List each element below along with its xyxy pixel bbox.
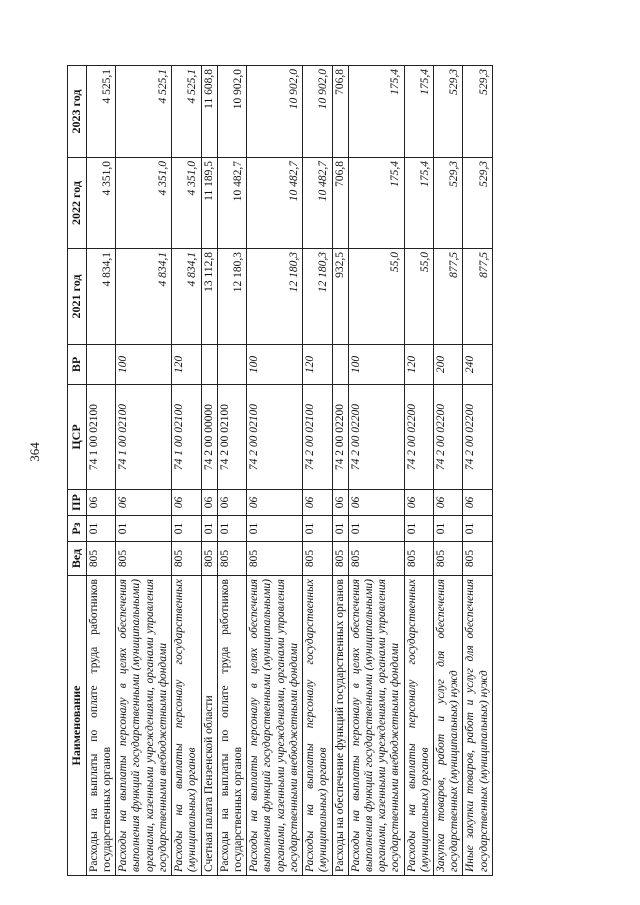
header-pr: ПР [68,490,87,516]
row-2022: 175,4 [348,158,404,249]
row-vr: 100 [247,345,303,385]
row-2022: 4 351,0 [86,158,115,249]
row-ved: 805 [116,542,172,576]
table-header-row [68,66,87,876]
table-row [172,66,201,876]
table-row [332,66,348,876]
row-2021: 4 834,1 [86,249,115,345]
row-name: Расходы на выплаты персоналу государственных (муниципальных) органов [404,576,433,876]
row-2022: 4 351,0 [116,158,172,249]
row-pr: 06 [332,490,348,516]
row-2023: 529,3 [434,66,463,158]
row-ved: 805 [348,542,404,576]
table-row [201,66,217,876]
row-ved: 805 [434,542,463,576]
table-row [217,66,246,876]
row-vr: 100 [348,345,404,385]
row-2023: 10 902,0 [247,66,303,158]
table-row [247,66,303,876]
row-ved: 805 [201,542,217,576]
row-ved: 805 [463,542,492,576]
header-ved: Вед [68,542,87,576]
table-row [404,66,433,876]
row-pr: 06 [303,490,332,516]
row-2023: 4 525,1 [116,66,172,158]
row-csr: 74 1 00 02100 [172,385,201,490]
row-csr: 74 2 00 02100 [303,385,332,490]
table-row [116,66,172,876]
row-2023: 10 902,0 [217,66,246,158]
row-pr: 06 [201,490,217,516]
row-name: Расходы на выплаты персоналу в целях обеспечения выполнения функций государственными (муниципальными) органами, казенными учреждениями, органами управления государственными внебюджетными фондами [247,576,303,876]
row-pr: 06 [463,490,492,516]
row-rz: 01 [217,516,246,542]
header-2021: 2021 год [68,249,87,345]
table-body [86,66,492,876]
row-name: Расходы на выплаты персоналу государственных (муниципальных) органов [303,576,332,876]
row-csr: 74 2 00 02100 [217,385,246,490]
row-pr: 06 [86,490,115,516]
row-2021: 12 180,3 [303,249,332,345]
row-2023: 175,4 [404,66,433,158]
row-vr [332,345,348,385]
row-ved: 805 [404,542,433,576]
row-2021: 55,0 [348,249,404,345]
row-vr [217,345,246,385]
row-2023: 4 525,1 [172,66,201,158]
row-2021: 55,0 [404,249,433,345]
table-row [86,66,115,876]
row-2022: 706,8 [332,158,348,249]
row-2023: 706,8 [332,66,348,158]
row-vr: 240 [463,345,492,385]
header-name: Наименование [68,576,87,876]
row-rz: 01 [434,516,463,542]
row-rz: 01 [86,516,115,542]
row-2021: 13 112,8 [201,249,217,345]
row-name: Расходы на обеспечение функций государственных органов [332,576,348,876]
row-ved: 805 [172,542,201,576]
row-pr: 06 [247,490,303,516]
row-rz: 01 [172,516,201,542]
row-name: Расходы на выплаты персоналу в целях обеспечения выполнения функций государственными (муниципальными) органами, казенными учреждениями, органами управления государственными внебюджетными фондами [116,576,172,876]
row-csr: 74 2 00 02200 [332,385,348,490]
row-csr: 74 1 00 02100 [86,385,115,490]
row-2023: 529,3 [463,66,492,158]
row-vr: 200 [434,345,463,385]
row-pr: 06 [404,490,433,516]
row-name: Расходы на выплаты персоналу государственных (муниципальных) органов [172,576,201,876]
row-name: Закупка товаров, работ и услуг для обеспечения государственных (муниципальных) нужд [434,576,463,876]
row-2021: 12 180,3 [217,249,246,345]
header-2023: 2023 год [68,66,87,158]
row-vr [201,345,217,385]
row-2021: 4 834,1 [116,249,172,345]
row-vr: 120 [303,345,332,385]
row-2022: 11 189,5 [201,158,217,249]
row-2022: 10 482,7 [247,158,303,249]
row-csr: 74 2 00 02200 [434,385,463,490]
table-row [463,66,492,876]
header-vr: ВР [68,345,87,385]
row-ved: 805 [86,542,115,576]
page-number: 364 [27,442,42,462]
row-name: Расходы на выплаты персоналу в целях обеспечения выполнения функций государственными (муниципальными) органами, казенными учреждениями, органами управления государственными внебюджетными фондами [348,576,404,876]
row-2021: 932,5 [332,249,348,345]
row-rz: 01 [201,516,217,542]
row-2022: 10 482,7 [303,158,332,249]
row-2023: 175,4 [348,66,404,158]
table-row [434,66,463,876]
header-2022: 2022 год [68,158,87,249]
row-2021: 4 834,1 [172,249,201,345]
row-2021: 877,5 [463,249,492,345]
row-csr: 74 2 00 02200 [348,385,404,490]
row-pr: 06 [348,490,404,516]
row-vr [86,345,115,385]
row-pr: 06 [172,490,201,516]
row-rz: 01 [116,516,172,542]
row-csr: 74 2 00 02100 [247,385,303,490]
row-rz: 01 [463,516,492,542]
row-ved: 805 [247,542,303,576]
budget-table-container [67,66,572,876]
row-2021: 12 180,3 [247,249,303,345]
row-pr: 06 [434,490,463,516]
row-ved: 805 [217,542,246,576]
row-pr: 06 [116,490,172,516]
row-name: Расходы на выплаты по оплате труда работников государственных органов [217,576,246,876]
table-row [348,66,404,876]
row-2022: 175,4 [404,158,433,249]
row-csr: 74 2 00 02200 [463,385,492,490]
header-rz: Рз [68,516,87,542]
row-vr: 120 [172,345,201,385]
row-rz: 01 [404,516,433,542]
row-rz: 01 [303,516,332,542]
row-ved: 805 [332,542,348,576]
row-csr: 74 2 00 00000 [201,385,217,490]
row-2023: 4 525,1 [86,66,115,158]
budget-table [67,65,493,876]
row-vr: 100 [116,345,172,385]
row-name: Иные закупки товаров, работ и услуг для обеспечения государственных (муниципальных) нужд [463,576,492,876]
row-csr: 74 2 00 02200 [404,385,433,490]
row-2022: 10 482,7 [217,158,246,249]
row-2021: 877,5 [434,249,463,345]
row-rz: 01 [332,516,348,542]
row-vr: 120 [404,345,433,385]
row-2023: 10 902,0 [303,66,332,158]
row-rz: 01 [247,516,303,542]
row-name: Счетная палата Пензенской области [201,576,217,876]
table-row [303,66,332,876]
row-csr: 74 1 00 02100 [116,385,172,490]
row-2022: 529,3 [434,158,463,249]
header-csr: ЦСР [68,385,87,490]
row-2022: 529,3 [463,158,492,249]
row-ved: 805 [303,542,332,576]
row-rz: 01 [348,516,404,542]
row-2023: 11 608,8 [201,66,217,158]
row-pr: 06 [217,490,246,516]
row-2022: 4 351,0 [172,158,201,249]
row-name: Расходы на выплаты по оплате труда работников государственных органов [86,576,115,876]
